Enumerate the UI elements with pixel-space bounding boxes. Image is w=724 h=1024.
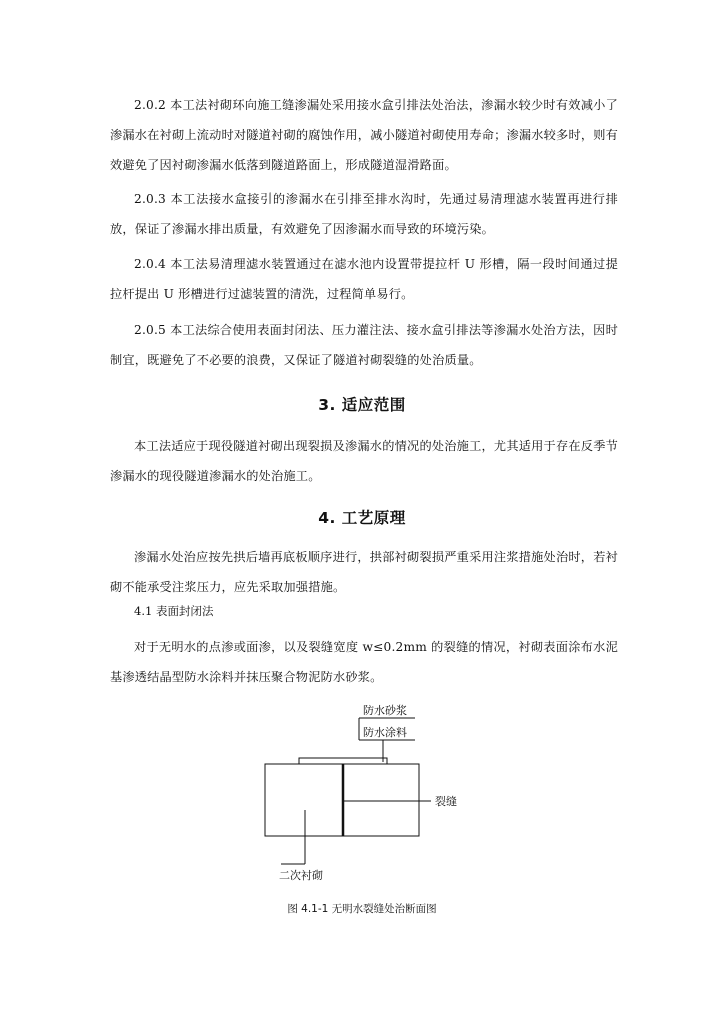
figure-caption: 图 4.1-1 无明水裂缝处治断面图 bbox=[287, 903, 437, 915]
paragraph-2-0-5: 2.0.5 本工法综合使用表面封闭法、压力灌注法、接水盒引排法等渗漏水处治方法，因时制宜，既避免了不必要的浪费，又保证了隧道衬砌裂缝的处治质量。 bbox=[110, 323, 618, 367]
mortar-layer bbox=[299, 758, 387, 764]
crack-section-diagram bbox=[255, 700, 475, 890]
paragraph-principle: 渗漏水处治应按先拱后墙再底板顺序进行，拱部衬砌裂损严重采用注浆措施处治时，若衬砌不能承受注浆压力，应先采取加强措施。 bbox=[110, 550, 618, 594]
paragraph-4-1-body: 对于无明水的点渗或面渗，以及裂缝宽度 w≤0.2mm 的裂缝的情况，衬砌表面涂布水泥基渗透结晶型防水涂料并抹压聚合物泥防水砂浆。 bbox=[110, 640, 618, 684]
section-heading-principle: 4. 工艺原理 bbox=[318, 509, 406, 527]
section-heading-scope: 3. 适应范围 bbox=[318, 396, 406, 414]
subsection-heading-4-1: 4.1 表面封闭法 bbox=[134, 604, 214, 618]
paragraph-2-0-4: 2.0.4 本工法易清理滤水装置通过在滤水池内设置带提拉杆 U 形槽，隔一段时间通过提拉杆提出 U 形槽进行过滤装置的清洗，过程简单易行。 bbox=[110, 257, 618, 301]
paragraph-2-0-3: 2.0.3 本工法接水盒接引的渗漏水在引排至排水沟时，先通过易清理滤水装置再进行排放，保证了渗漏水排出质量，有效避免了因渗漏水而导致的环境污染。 bbox=[110, 192, 618, 236]
paragraph-2-0-2: 2.0.2 本工法衬砌环向施工缝渗漏处采用接水盒引排法处治法，渗漏水较少时有效减小了渗漏水在衬砌上流动时对隧道衬砌的腐蚀作用，减小隧道衬砌使用寿命；渗漏水较多时，则有效避免了因衬砌渗漏水低落到隧道路面上，形成隧道湿滑路面。 bbox=[110, 98, 618, 172]
label-coating: 防水涂料 bbox=[363, 726, 407, 739]
label-lining: 二次衬砌 bbox=[279, 869, 323, 882]
paragraph-scope: 本工法适应于现役隧道衬砌出现裂损及渗漏水的情况的处治施工，尤其适用于存在反季节渗漏水的现役隧道渗漏水的处治施工。 bbox=[110, 439, 618, 483]
label-crack: 裂缝 bbox=[435, 795, 457, 808]
label-mortar: 防水砂浆 bbox=[363, 704, 407, 717]
